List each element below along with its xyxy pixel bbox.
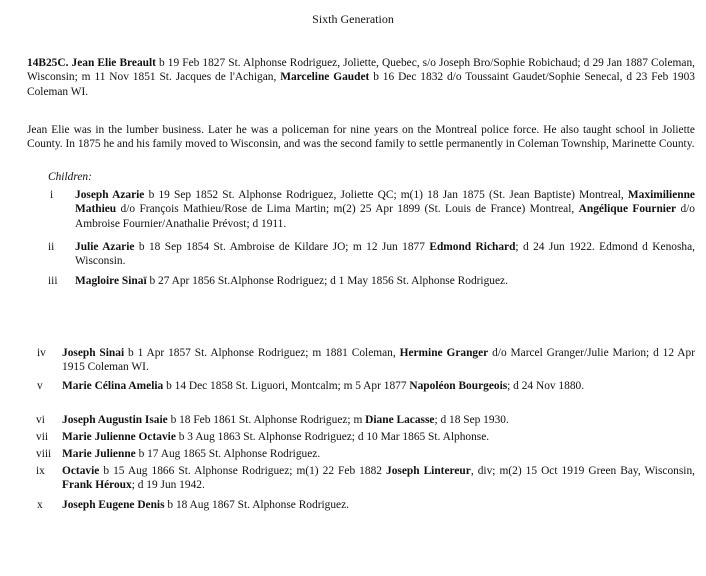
child-entry xyxy=(62,413,695,427)
child-text: b 3 Aug 1863 St. Alphonse Rodriguez; d 10 Mar 1865 St. Alphonse. xyxy=(175,431,490,443)
child-text: b 17 Aug 1865 St. Alphonse Rodriguez. xyxy=(135,448,321,460)
child-entry xyxy=(62,379,695,393)
child-name: Joseph Azarie xyxy=(75,189,145,201)
biography: Jean Elie was in the lumber business. Later he was a policeman for nine years on the Montreal police force. He also taught school in Joliette County. In 1875 he and his family moved to Wisconsin, and was the second family to settle permanently in Coleman Township, Marinette County. xyxy=(27,124,695,151)
child-number: vii xyxy=(36,431,49,443)
child-name: Joseph Eugene Denis xyxy=(62,499,165,511)
child-spouse-name: Diane Lacasse xyxy=(365,414,435,426)
child-text: b 18 Feb 1861 St. Alphonse Rodriguez; m xyxy=(167,414,366,426)
child-number: ix xyxy=(36,465,45,477)
child-number: x xyxy=(37,499,43,511)
child-entry xyxy=(62,447,695,461)
child-spouse-name: Napoléon Bourgeois xyxy=(409,380,508,392)
child-spouse-name: Angélique Fournier xyxy=(578,203,677,216)
child-entry xyxy=(75,240,695,269)
person-id: 14B25C. xyxy=(27,57,69,69)
child-entry xyxy=(62,498,695,512)
child-name: Marie Célina Amelia xyxy=(62,380,164,392)
child-text: b 15 Aug 1866 St. Alphonse Rodriguez; m(1) 22 Feb 1882 xyxy=(99,465,386,477)
child-text: ; d 19 Jun 1942. xyxy=(131,479,205,492)
child-spouse-name: Maximilienne Mathieu xyxy=(75,189,695,216)
child-text: b 18 Sep 1854 St. Ambroise de Kildare JO; m 12 Jun 1877 xyxy=(134,241,430,253)
child-text: b 18 Aug 1867 St. Alphonse Rodriguez. xyxy=(164,499,350,511)
page-title: Sixth Generation xyxy=(312,12,394,26)
child-entry xyxy=(62,464,695,493)
child-number: ii xyxy=(48,241,55,253)
child-number: viii xyxy=(36,448,52,460)
child-spouse-name: Hermine Granger xyxy=(399,347,489,359)
child-text: ; d 24 Nov 1880. xyxy=(507,380,585,392)
child-name: Marie Julienne Octavie xyxy=(62,431,176,443)
child-name: Marie Julienne xyxy=(62,448,136,460)
child-text: b 1 Apr 1857 St. Alphonse Rodriguez; m 1881 Coleman, xyxy=(124,347,400,359)
child-text: b 14 Dec 1858 St. Liguori, Montcalm; m 5 Apr 1877 xyxy=(163,380,410,392)
children-label: Children: xyxy=(48,171,92,183)
child-text: b 19 Sep 1852 St. Alphonse Rodriguez, Joliette QC; m(1) 18 Jan 1875 (St. Jean Baptiste) Montreal, xyxy=(144,189,628,201)
child-entry xyxy=(75,188,695,231)
child-spouse-name: Frank Héroux xyxy=(62,479,132,492)
child-number: iv xyxy=(37,347,46,359)
spouse-name: Marceline Gaudet xyxy=(280,71,370,84)
person-name: Jean Elie Breault xyxy=(71,57,156,69)
child-number: vi xyxy=(36,414,45,426)
child-number: v xyxy=(37,380,43,392)
child-text: d/o François Mathieu/Rose de Lima Martin; m(2) 25 Apr 1899 (St. Louis de France) Montreal, xyxy=(116,203,579,216)
person-entry xyxy=(27,56,695,99)
child-spouse-name: Joseph Lintereur xyxy=(386,465,471,477)
child-entry xyxy=(62,346,695,375)
child-spouse-name: Edmond Richard xyxy=(429,241,516,253)
child-entry xyxy=(62,430,695,444)
child-text: ; d 18 Sep 1930. xyxy=(434,414,509,426)
child-text: d/o Ambroise Fournier/Anathalie Prévost; d 1911. xyxy=(75,203,696,230)
child-name: Magloire Sinaï xyxy=(75,275,147,287)
child-name: Octavie xyxy=(62,465,100,477)
child-entry xyxy=(75,274,695,288)
child-text: d/o Marcel Granger/Julie Marion; d 12 Apr 1915 Coleman WI. xyxy=(62,347,695,374)
child-name: Joseph Augustin Isaie xyxy=(62,414,168,426)
child-name: Julie Azarie xyxy=(75,241,135,253)
child-name: Joseph Sinai xyxy=(62,347,125,359)
child-text: b 27 Apr 1856 St.Alphonse Rodriguez; d 1 May 1856 St. Alphonse Rodriguez. xyxy=(146,275,508,287)
person-birth-text: b 19 Feb 1827 St. Alphonse Rodriguez, Joliette, Quebec, s/o Joseph Bro/Sophie Robichaud; d 29 Jan 1887 Coleman, Wisconsin; m 11 Nov 1851 St. Jacques de l'Achigan, xyxy=(27,57,695,84)
child-text: ; d 24 Jun 1922. Edmond d Kenosha, Wisconsin. xyxy=(75,241,695,268)
child-number: i xyxy=(50,189,54,201)
child-number: iii xyxy=(48,275,58,287)
spouse-text: b 16 Dec 1832 d/o Toussaint Gaudet/Sophie Senecal, d 23 Feb 1903 Coleman WI. xyxy=(27,71,695,98)
child-text: , div; m(2) 15 Oct 1919 Green Bay, Wisconsin, xyxy=(470,465,695,477)
